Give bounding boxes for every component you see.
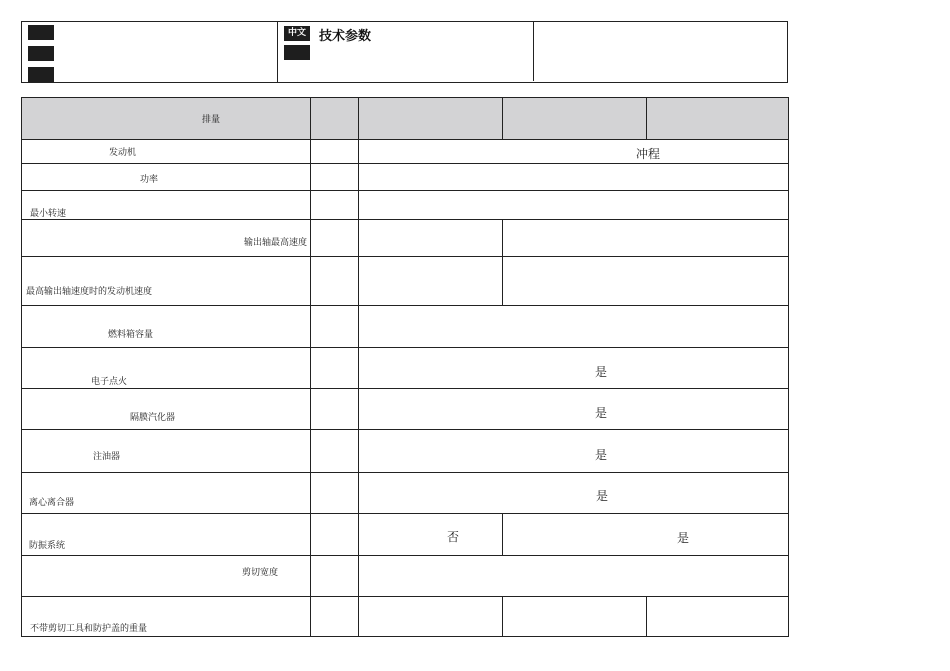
- row-divider: [22, 513, 789, 514]
- page-title: 技术参数: [319, 29, 372, 44]
- document-header: [21, 21, 788, 83]
- column-divider: [502, 513, 503, 555]
- value-diaphragm-carburetor: 是: [595, 406, 608, 420]
- row-divider: [22, 190, 789, 191]
- row-label-fuel-tank: 燃料箱容量: [108, 330, 154, 340]
- value-engine: 冲程: [636, 147, 661, 161]
- row-divider: [22, 219, 789, 220]
- row-divider: [22, 429, 789, 430]
- column-divider: [646, 98, 647, 139]
- language-badge: 中文: [284, 26, 310, 41]
- row-label-max-output-speed: 输出轴最高速度: [244, 238, 308, 248]
- column-divider: [646, 596, 647, 636]
- redacted-block: [28, 46, 54, 61]
- value-anti-vibration-yes: 是: [677, 531, 690, 545]
- row-label-electronic-ignition: 电子点火: [91, 377, 128, 387]
- row-divider: [22, 305, 789, 306]
- value-electronic-ignition: 是: [595, 365, 608, 379]
- column-divider: [502, 98, 503, 139]
- row-divider: [22, 555, 789, 556]
- header-divider: [533, 22, 534, 81]
- row-divider: [22, 347, 789, 348]
- row-label-anti-vibration: 防振系统: [29, 541, 66, 551]
- row-label-cutting-width: 剪切宽度: [242, 568, 279, 578]
- column-divider: [358, 98, 359, 636]
- spec-table: [21, 97, 789, 637]
- value-oiler: 是: [595, 448, 608, 462]
- column-divider: [502, 219, 503, 305]
- header-label-displacement: 排量: [202, 115, 221, 125]
- row-label-engine-speed-at-max: 最高输出轴速度时的发动机速度: [26, 287, 153, 297]
- redacted-block: [28, 25, 54, 40]
- row-label-power: 功率: [140, 175, 159, 185]
- row-divider: [22, 139, 789, 140]
- row-label-min-speed: 最小转速: [30, 209, 67, 219]
- row-label-oiler: 注油器: [93, 452, 121, 462]
- row-label-weight: 不带剪切工具和防护盖的重量: [30, 624, 148, 634]
- value-centrifugal-clutch: 是: [596, 489, 609, 503]
- header-divider: [277, 22, 278, 82]
- row-label-engine: 发动机: [109, 148, 137, 158]
- row-divider: [22, 256, 789, 257]
- row-divider: [22, 596, 789, 597]
- row-divider: [22, 163, 789, 164]
- value-anti-vibration-no: 否: [447, 530, 460, 544]
- column-divider: [502, 596, 503, 636]
- table-header-row: [22, 98, 788, 139]
- row-divider: [22, 388, 789, 389]
- row-label-diaphragm-carburetor: 隔膜汽化器: [130, 413, 176, 423]
- row-label-centrifugal-clutch: 离心离合器: [29, 498, 75, 508]
- column-divider: [310, 98, 311, 636]
- redacted-block: [28, 67, 54, 82]
- row-divider: [22, 472, 789, 473]
- redacted-block: [284, 45, 310, 60]
